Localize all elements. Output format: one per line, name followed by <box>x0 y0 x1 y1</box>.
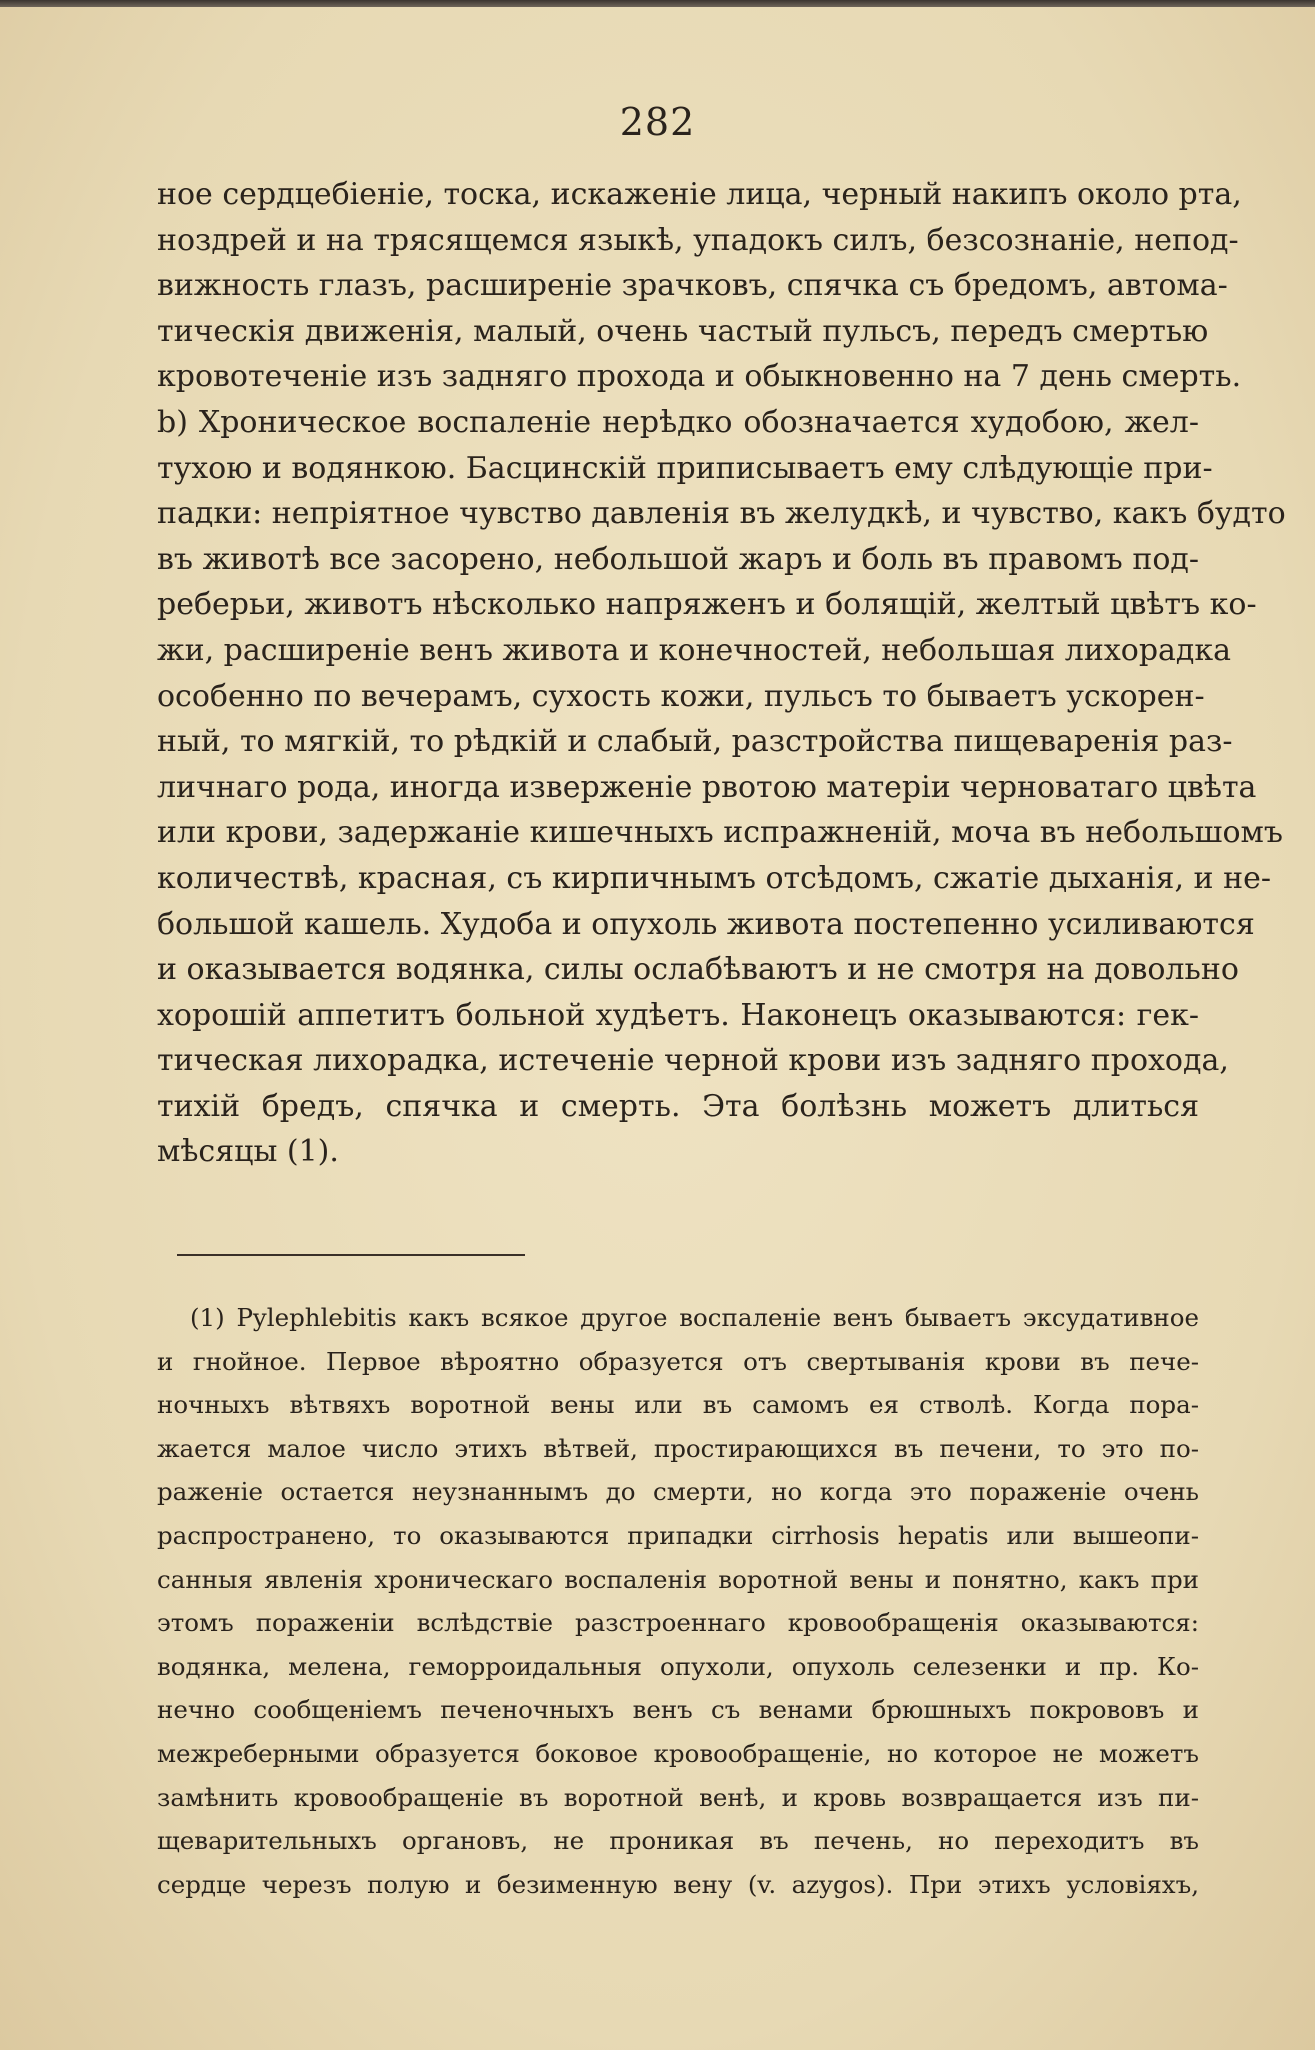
text-line: жи, расширеніе венъ живота и конечностей, небольшая лихорадка <box>157 632 1232 668</box>
footnote-line: и гнойное. Первое вѣроятно образуется отъ свертыванія крови въ пече- <box>157 1346 1199 1376</box>
text-line: тическія движенія, малый, очень частый пульсъ, передъ смертью <box>157 313 1209 349</box>
text-line: личнаго рода, иногда изверженіе рвотою матеріи черноватаго цвѣта <box>157 769 1257 805</box>
text-line: ное сердцебіеніе, тоска, искаженіе лица, черный накипъ около рта, <box>157 177 1242 212</box>
text-line: большой кашель. Худоба и опухоль живота постепенно усиливаются <box>157 906 1255 942</box>
text-line: b) Хроническое воспаленіе нерѣдко обозначается худобою, жел- <box>157 404 1199 440</box>
footnote-line: межреберными образуется боковое кровообращеніе, но которое не можетъ <box>157 1738 1199 1768</box>
text-line: или крови, задержаніе кишечныхъ испражненій, моча въ небольшомъ <box>157 815 1283 851</box>
footnote-line: жается малое число этихъ вѣтвей, простирающихся въ печени, то это по- <box>157 1433 1199 1463</box>
text-line: количествѣ, красная, съ кирпичнымъ отсѣдомъ, сжатіе дыханія, и не- <box>157 860 1271 896</box>
footnote-line: раженіе остается неузнаннымъ до смерти, но когда это пораженіе очень <box>157 1477 1199 1507</box>
footnote-line: санныя явленія хроническаго воспаленія воротной вены и понятно, какъ при <box>157 1564 1199 1594</box>
main-text-block <box>157 172 1286 1175</box>
page-top-edge <box>0 0 1315 7</box>
text-line: падки: непріятное чувство давленія въ желудкѣ, и чувство, какъ будто <box>157 496 1286 532</box>
footnote-line: сердце черезъ полую и безименную вену (v. azygos). При этихъ условіяхъ, <box>157 1869 1199 1899</box>
footnote-line: водянка, мелена, геморроидальныя опухоли, опухоль селезенки и пр. Ко- <box>157 1651 1199 1681</box>
footnote-line: нечно сообщеніемъ печеночныхъ венъ съ венами брюшныхъ покрововъ и <box>157 1695 1199 1725</box>
footnote-block <box>157 1296 1199 1906</box>
text-line: особенно по вечерамъ, сухость кожи, пульсъ то бываетъ ускорен- <box>157 678 1205 714</box>
footnote-line: ночныхъ вѣтвяхъ воротной вены или въ самомъ ея стволѣ. Когда пора- <box>157 1390 1199 1420</box>
footnote-line: щеварительныхъ органовъ, не проникая въ печень, но переходитъ въ <box>157 1826 1199 1856</box>
text-line: и оказывается водянка, силы ослабѣваютъ и не смотря на довольно <box>157 952 1239 988</box>
text-line: ный, то мягкій, то рѣдкій и слабый, разстройства пищеваренія раз- <box>157 724 1233 760</box>
text-line: вижность глазъ, расширеніе зрачковъ, спячка съ бредомъ, автома- <box>157 268 1228 304</box>
text-line: кровотеченіе изъ задняго прохода и обыкновенно на 7 день смерть. <box>157 359 1242 395</box>
footnote-line: (1) Pylephlebitis какъ всякое другое воспаленіе венъ бываетъ эксудативное <box>190 1303 1199 1332</box>
footnote-line: распространено, то оказываются припадки cirrhosis hepatis или вышеопи- <box>157 1520 1199 1550</box>
text-line: тухою и водянкою. Басцинскій приписываетъ ему слѣдующіе при- <box>157 450 1213 486</box>
footnote-line: замѣнить кровообращеніе въ воротной венѣ, и кровь возвращается изъ пи- <box>157 1782 1199 1812</box>
page-number: 282 <box>619 100 696 144</box>
text-line-last: мѣсяцы (1). <box>157 1134 339 1170</box>
text-line: тихій бредъ, спячка и смерть. Эта болѣзнь можетъ длиться <box>157 1088 1199 1124</box>
text-line: въ животѣ все засорено, небольшой жаръ и боль въ правомъ под- <box>157 541 1199 577</box>
text-line: хорошій аппетитъ больной худѣетъ. Наконецъ оказываются: гек- <box>157 997 1199 1033</box>
footnote-line: этомъ пораженіи вслѣдствіе разстроеннаго кровообращенія оказываются: <box>157 1608 1199 1638</box>
footnote-divider <box>177 1254 525 1256</box>
text-line: реберьи, животъ нѣсколько напряженъ и болящій, желтый цвѣтъ ко- <box>157 587 1257 623</box>
text-line: ноздрей и на трясящемся языкѣ, упадокъ силъ, безсознаніе, непод- <box>157 222 1239 258</box>
text-line: тическая лихорадка, истеченіе черной крови изъ задняго прохода, <box>157 1043 1229 1079</box>
